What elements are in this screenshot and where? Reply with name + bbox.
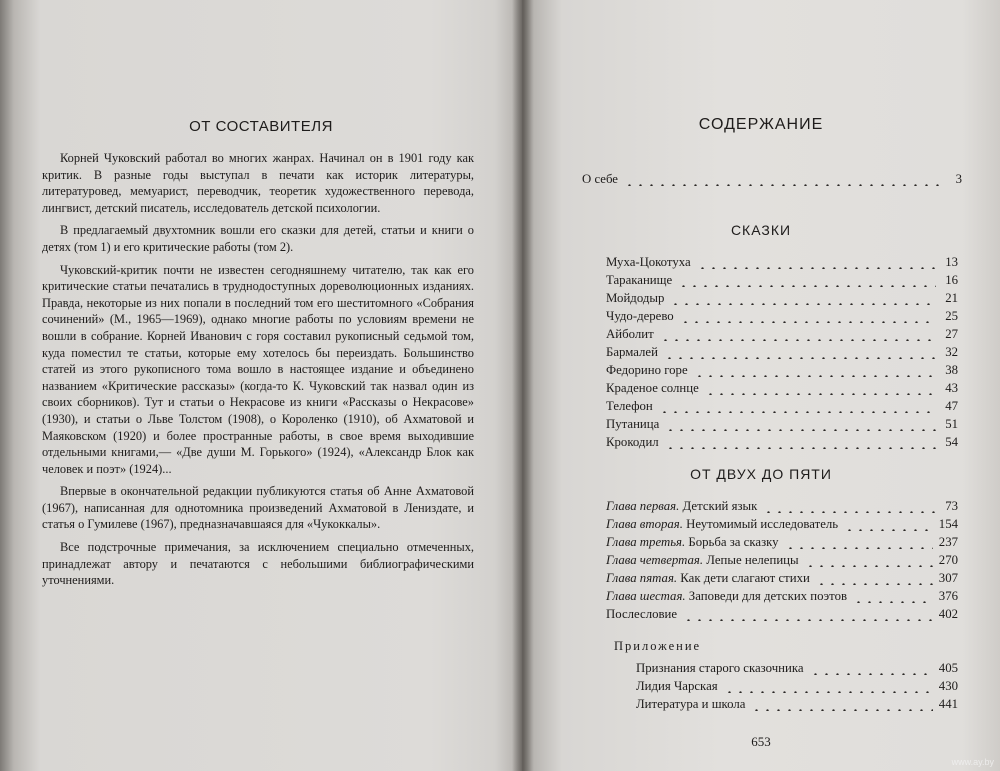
toc-entry-title bbox=[606, 571, 810, 586]
toc-entry-title: Крокодил bbox=[606, 435, 659, 449]
toc-entry-page: 16 bbox=[945, 273, 958, 287]
leader-dots bbox=[680, 321, 936, 323]
toc-row bbox=[606, 417, 958, 435]
toc-entry-title: Муха-Цокотуха bbox=[606, 255, 691, 269]
toc-row bbox=[606, 571, 958, 589]
chapter-label: Глава первая. bbox=[606, 499, 680, 513]
book-gutter bbox=[512, 0, 534, 771]
toc-entry-page: 32 bbox=[945, 345, 958, 359]
toc-row bbox=[636, 679, 958, 697]
toc-row bbox=[606, 291, 958, 309]
toc-entry-page: 430 bbox=[938, 679, 958, 693]
leader-dots bbox=[785, 547, 933, 549]
toc-entry-page: 405 bbox=[938, 661, 958, 675]
page-number: 653 bbox=[751, 734, 771, 749]
toc-row bbox=[606, 535, 958, 553]
toc-row bbox=[606, 273, 958, 291]
toc-entry-title bbox=[606, 589, 847, 604]
toc-entry-page: 25 bbox=[945, 309, 958, 323]
leader-dots bbox=[665, 447, 936, 449]
toc-row bbox=[606, 399, 958, 417]
leader-dots bbox=[810, 673, 933, 675]
chapter-title: Детский язык bbox=[682, 499, 758, 513]
toc-entry-page: 38 bbox=[945, 363, 958, 377]
toc-row bbox=[606, 499, 958, 517]
chapter-label: Глава четвертая. bbox=[606, 553, 704, 567]
toc-row bbox=[636, 697, 958, 715]
leader-dots bbox=[705, 393, 936, 395]
chapter-label: Глава шестая. bbox=[606, 589, 686, 603]
appendix-label: Приложение bbox=[614, 639, 702, 653]
preface-body bbox=[42, 150, 474, 595]
toc-entry-page: 402 bbox=[938, 607, 958, 621]
leader-dots bbox=[624, 184, 940, 186]
toc-entry-title: Краденое солнце bbox=[606, 381, 699, 395]
leader-dots bbox=[805, 565, 933, 567]
toc-row bbox=[606, 435, 958, 453]
section-heading-skazki: СКАЗКИ bbox=[730, 222, 792, 238]
leader-dots bbox=[660, 339, 936, 341]
toc-entry-page: 27 bbox=[945, 327, 958, 341]
chapter-title: Неутомимый исследователь bbox=[686, 517, 839, 531]
toc-entry-title bbox=[606, 517, 838, 532]
toc-entry-page: 441 bbox=[938, 697, 958, 711]
preface-title: ОТ СОСТАВИТЕЛЯ bbox=[189, 118, 333, 135]
toc-row bbox=[606, 517, 958, 535]
chapter-title: Как дети слагают стихи bbox=[680, 571, 810, 585]
toc-entry-title: Мойдодыр bbox=[606, 291, 665, 305]
toc-entry-page: 154 bbox=[938, 517, 958, 531]
toc-row bbox=[582, 172, 962, 190]
leader-dots bbox=[816, 583, 933, 585]
toc-entry-page: 307 bbox=[938, 571, 958, 585]
preface-paragraph-1: Корней Чуковский работал во многих жанрах. Начинал он в 1901 году как критик. В разные годы выступал в печати как историк литературы, литературовед, мемуарист, переводчик, теоретик художественного перевода, лингвист, детский писатель, исследователь детской психологии. bbox=[42, 151, 474, 215]
toc-entry-title: Тараканище bbox=[606, 273, 673, 287]
toc-row bbox=[606, 255, 958, 273]
toc-appendix bbox=[636, 661, 958, 715]
leader-dots bbox=[665, 429, 936, 431]
leader-dots bbox=[670, 303, 936, 305]
toc-ot-dvuh-do-pyati bbox=[606, 499, 958, 625]
toc-entry-title: О себе bbox=[582, 172, 618, 186]
toc-entry-title: Путаница bbox=[606, 417, 660, 431]
toc-row bbox=[606, 553, 958, 571]
toc-entry-title: Айболит bbox=[606, 327, 654, 341]
toc-entry-page: 237 bbox=[938, 535, 958, 549]
toc-skazki bbox=[606, 255, 958, 453]
toc-row bbox=[606, 607, 958, 625]
chapter-title: Лепые нелепицы bbox=[706, 553, 799, 567]
leader-dots bbox=[683, 619, 933, 621]
chapter-label: Глава пятая. bbox=[606, 571, 678, 585]
leader-dots bbox=[664, 357, 936, 359]
toc-entry-page: 13 bbox=[945, 255, 958, 269]
toc-row bbox=[606, 327, 958, 345]
toc-entry-page: 73 bbox=[945, 499, 958, 513]
toc-entry-page: 54 bbox=[945, 435, 958, 449]
toc-intro bbox=[582, 172, 962, 190]
toc-row bbox=[606, 589, 958, 607]
preface-paragraph-2: В предлагаемый двухтомник вошли его сказки для детей, статьи и книги о детях (том 1) и его критические работы (том 2). bbox=[42, 223, 474, 254]
toc-entry-page: 21 bbox=[945, 291, 958, 305]
leader-dots bbox=[724, 691, 933, 693]
toc-entry-title: Бармалей bbox=[606, 345, 658, 359]
toc-row bbox=[606, 381, 958, 399]
right-page bbox=[522, 0, 1000, 771]
leader-dots bbox=[694, 375, 936, 377]
toc-entry-title bbox=[606, 553, 799, 568]
preface-paragraph-5: Все подстрочные примечания, за исключением специально отмеченных, принадлежат автору и печатаются с небольшими библиографическими уточнениями. bbox=[42, 540, 474, 588]
toc-entry-title: Признания старого сказочника bbox=[636, 661, 804, 675]
leader-dots bbox=[751, 709, 932, 711]
leader-dots bbox=[853, 601, 933, 603]
chapter-title: Борьба за сказку bbox=[688, 535, 779, 549]
toc-entry-title: Чудо-дерево bbox=[606, 309, 674, 323]
leader-dots bbox=[659, 411, 936, 413]
toc-row bbox=[636, 661, 958, 679]
leader-dots bbox=[697, 267, 936, 269]
toc-entry-page: 43 bbox=[945, 381, 958, 395]
watermark: www.ay.by bbox=[951, 757, 994, 767]
toc-entry-page: 51 bbox=[945, 417, 958, 431]
toc-entry-page: 270 bbox=[938, 553, 958, 567]
toc-entry-page: 47 bbox=[945, 399, 958, 413]
toc-entry-page: 3 bbox=[955, 172, 962, 186]
preface-paragraph-4: Впервые в окончательной редакции публикуются статья об Анне Ахматовой (1967), написанная для однотомника произведений Ахматовой в Лениздате, и статья о Гумилеве (1967), предназначавшаяся для «Чукоккалы». bbox=[42, 484, 474, 532]
toc-entry-title: Лидия Чарская bbox=[636, 679, 718, 693]
chapter-label: Глава третья. bbox=[606, 535, 686, 549]
leader-dots bbox=[844, 529, 933, 531]
toc-entry-title: Телефон bbox=[606, 399, 653, 413]
toc-entry-title: Федорино горе bbox=[606, 363, 688, 377]
toc-entry-page: 376 bbox=[938, 589, 958, 603]
toc-entry-title: Послесловие bbox=[606, 607, 678, 621]
leader-dots bbox=[678, 285, 936, 287]
toc-entry-title bbox=[606, 535, 779, 550]
contents-title: СОДЕРЖАНИЕ bbox=[698, 116, 824, 133]
toc-row bbox=[606, 309, 958, 327]
toc-row bbox=[606, 363, 958, 381]
toc-entry-title: Литература и школа bbox=[636, 697, 746, 711]
chapter-label: Глава вторая. bbox=[606, 517, 683, 531]
section-heading-ot-dvuh-do-pyati: ОТ ДВУХ ДО ПЯТИ bbox=[690, 466, 832, 482]
toc-entry-title bbox=[606, 499, 757, 514]
leader-dots bbox=[763, 511, 936, 513]
preface-paragraph-3: Чуковский-критик почти не известен сегодняшнему читателю, так как его критические статьи печатались в труднодоступных дореволюционных изданиях. Правда, некоторые из них попали в последний том его шеститомного «Собрания сочинений» (М., 1965—1969), однако многие работы по условиям времени не вошли в собрание. Корней Иванович с горя составил рукописный седьмой том, куда поместил те статьи, которые ему хотелось бы переиздать. Большинство статей из этого рукописного тома вошло в настоящее издание и объединено названием «Критические рассказы» (когда-то К. Чуковский так назвал один из своих сборников). Тут и статьи о Некрасове из книги «Рассказы о Некрасове» (1930), и статьи о Льве Толстом (1908), о Короленко (1910), об Ахматовой и Маяковском (1920) и более пространные работы, в свое время выходившие отдельными книгами,— «Две души М. Горького» (1924), «Александр Блок как человек и поэт» (1924)... bbox=[42, 262, 474, 476]
chapter-title: Заповеди для детских поэтов bbox=[688, 589, 848, 603]
toc-row bbox=[606, 345, 958, 363]
